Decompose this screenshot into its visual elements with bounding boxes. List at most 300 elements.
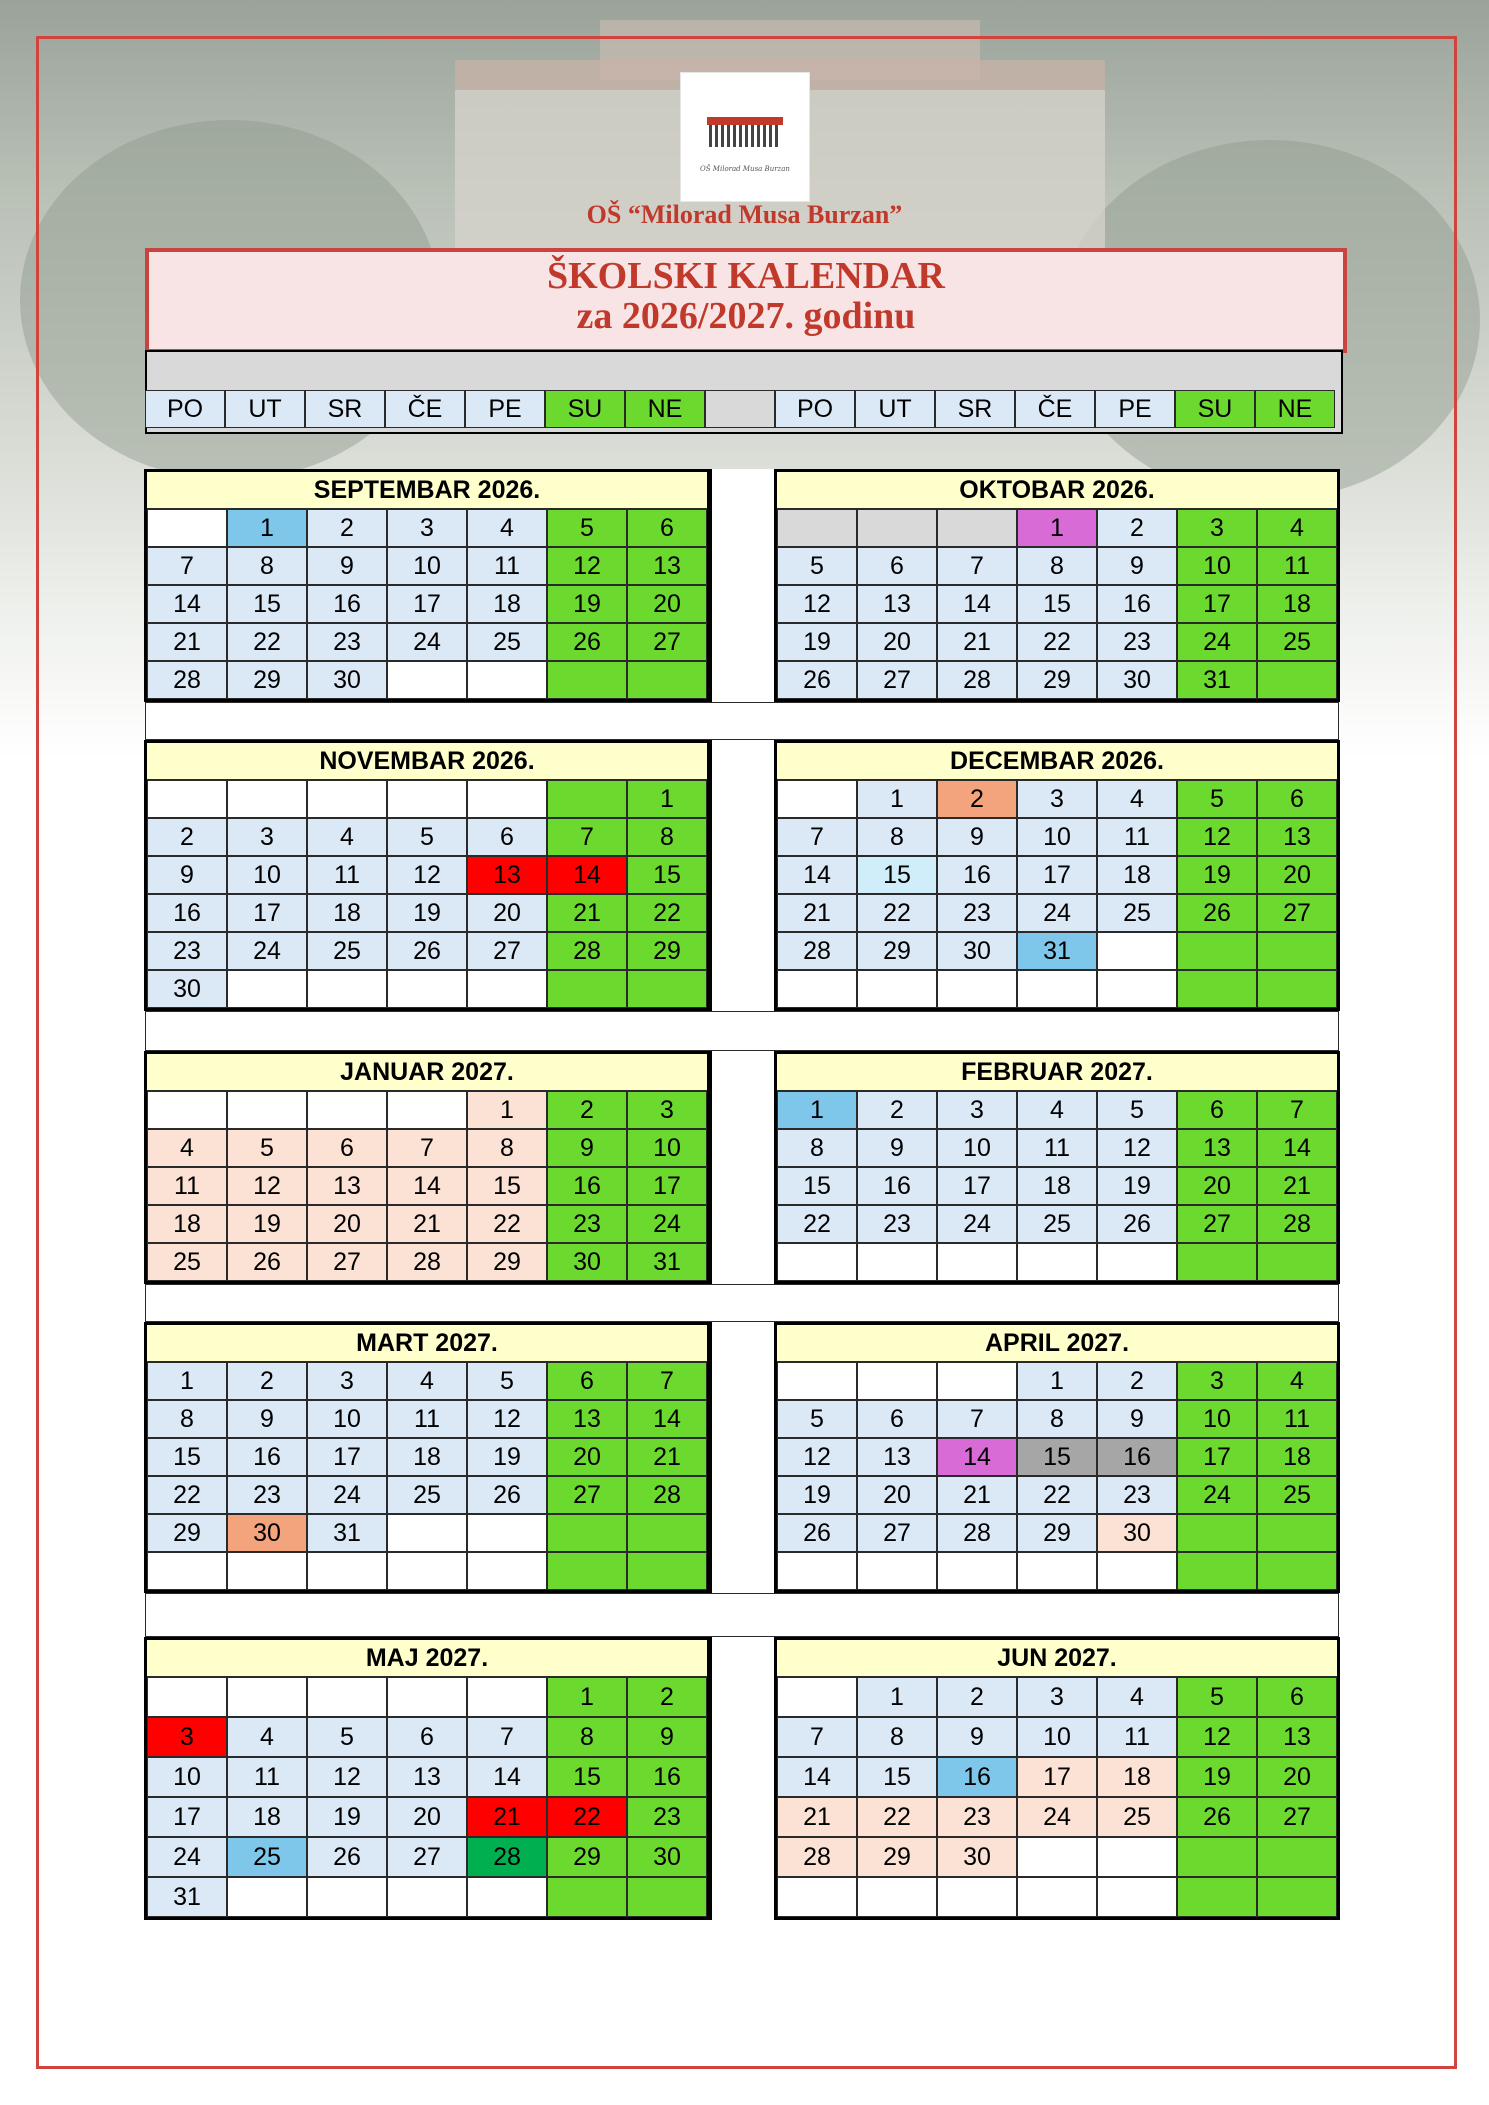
day-cell: 7 [467, 1717, 547, 1757]
day-cell: 17 [937, 1167, 1017, 1205]
empty-day-cell [307, 1552, 387, 1590]
day-cell: 24 [147, 1837, 227, 1877]
empty-day-cell [777, 1877, 857, 1917]
day-cell: 27 [1257, 1797, 1337, 1837]
day-cell: 23 [937, 1797, 1017, 1837]
day-cell: 2 [147, 818, 227, 856]
day-cell: 31 [1177, 661, 1257, 699]
weekday-header-pe: PE [465, 390, 545, 428]
day-cell: 1 [777, 1091, 857, 1129]
logo-building-icon [709, 125, 781, 147]
day-cell: 16 [627, 1757, 707, 1797]
day-cell: 11 [307, 856, 387, 894]
empty-day-cell [627, 970, 707, 1008]
day-cell: 4 [307, 818, 387, 856]
day-cell: 31 [147, 1877, 227, 1917]
empty-day-cell [1097, 1877, 1177, 1917]
day-cell: 25 [227, 1837, 307, 1877]
day-cell: 20 [467, 894, 547, 932]
day-cell: 5 [307, 1717, 387, 1757]
day-cell: 29 [1017, 1514, 1097, 1552]
empty-day-cell [627, 1877, 707, 1917]
day-cell: 23 [1097, 1476, 1177, 1514]
empty-day-cell [147, 1552, 227, 1590]
weekday-header-su: SU [545, 390, 625, 428]
empty-day-cell [937, 1877, 1017, 1917]
empty-day-cell [777, 1552, 857, 1590]
page-subtitle: za 2026/2027. godinu [576, 295, 916, 337]
day-cell: 13 [1257, 818, 1337, 856]
day-cell: 5 [227, 1129, 307, 1167]
empty-day-cell [777, 970, 857, 1008]
day-cell: 14 [467, 1757, 547, 1797]
day-cell: 7 [387, 1129, 467, 1167]
day-cell: 13 [627, 547, 707, 585]
empty-day-cell [547, 661, 627, 699]
empty-day-cell [937, 509, 1017, 547]
month-mart [144, 1322, 710, 1593]
day-cell: 18 [147, 1205, 227, 1243]
empty-day-cell [547, 970, 627, 1008]
month-januar [144, 1051, 710, 1284]
empty-day-cell [857, 1243, 937, 1281]
day-cell: 29 [227, 661, 307, 699]
day-cell: 7 [627, 1362, 707, 1400]
day-cell: 27 [1257, 894, 1337, 932]
day-cell: 11 [1257, 1400, 1337, 1438]
day-cell: 2 [227, 1362, 307, 1400]
empty-day-cell [857, 970, 937, 1008]
empty-day-cell [1097, 970, 1177, 1008]
day-cell: 28 [147, 661, 227, 699]
day-cell: 16 [1097, 585, 1177, 623]
empty-day-cell [937, 1243, 1017, 1281]
day-cell: 6 [857, 1400, 937, 1438]
day-cell: 8 [777, 1129, 857, 1167]
day-cell: 23 [147, 932, 227, 970]
empty-day-cell [147, 780, 227, 818]
month-oktobar [774, 469, 1340, 702]
day-cell: 2 [307, 509, 387, 547]
day-cell: 19 [1177, 856, 1257, 894]
day-cell: 10 [1017, 1717, 1097, 1757]
day-cell: 28 [777, 1837, 857, 1877]
day-cell: 28 [547, 932, 627, 970]
day-cell: 14 [547, 856, 627, 894]
day-cell: 18 [1257, 585, 1337, 623]
day-cell: 1 [227, 509, 307, 547]
empty-day-cell [1257, 1837, 1337, 1877]
day-cell: 9 [547, 1129, 627, 1167]
title-box [145, 248, 1347, 353]
day-cell: 28 [937, 1514, 1017, 1552]
day-cell: 16 [547, 1167, 627, 1205]
day-cell: 12 [227, 1167, 307, 1205]
day-cell: 28 [627, 1476, 707, 1514]
day-cell: 24 [1177, 1476, 1257, 1514]
month-novembar [144, 740, 710, 1011]
day-cell: 2 [937, 1677, 1017, 1717]
day-cell: 3 [1177, 1362, 1257, 1400]
day-cell: 11 [227, 1757, 307, 1797]
weekday-header-ut: UT [855, 390, 935, 428]
empty-day-cell [1017, 1837, 1097, 1877]
day-cell: 3 [937, 1091, 1017, 1129]
day-cell: 20 [387, 1797, 467, 1837]
empty-day-cell [147, 1677, 227, 1717]
day-cell: 11 [147, 1167, 227, 1205]
day-cell: 15 [857, 856, 937, 894]
day-cell: 4 [147, 1129, 227, 1167]
day-cell: 11 [1017, 1129, 1097, 1167]
day-cell: 7 [547, 818, 627, 856]
day-cell: 4 [1097, 780, 1177, 818]
day-cell: 30 [227, 1514, 307, 1552]
month-maj [144, 1637, 710, 1920]
day-cell: 4 [387, 1362, 467, 1400]
day-cell: 26 [1177, 1797, 1257, 1837]
empty-day-cell [777, 1243, 857, 1281]
day-cell: 11 [467, 547, 547, 585]
day-cell: 6 [1257, 780, 1337, 818]
empty-day-cell [1257, 932, 1337, 970]
day-cell: 25 [147, 1243, 227, 1281]
day-cell: 1 [547, 1677, 627, 1717]
day-cell: 9 [307, 547, 387, 585]
empty-day-cell [1177, 970, 1257, 1008]
empty-day-cell [777, 1677, 857, 1717]
day-cell: 23 [1097, 623, 1177, 661]
day-cell: 26 [777, 1514, 857, 1552]
empty-day-cell [227, 970, 307, 1008]
day-cell: 10 [227, 856, 307, 894]
day-cell: 21 [467, 1797, 547, 1837]
day-cell: 14 [937, 585, 1017, 623]
empty-day-cell [227, 1877, 307, 1917]
day-cell: 26 [1177, 894, 1257, 932]
day-cell: 22 [227, 623, 307, 661]
weekday-header-ne: NE [1255, 390, 1335, 428]
day-cell: 10 [307, 1400, 387, 1438]
day-cell: 23 [937, 894, 1017, 932]
empty-day-cell [857, 1877, 937, 1917]
day-cell: 17 [227, 894, 307, 932]
empty-day-cell [777, 780, 857, 818]
month-title: FEBRUAR 2027. [777, 1054, 1337, 1091]
day-cell: 7 [777, 1717, 857, 1757]
day-cell: 18 [227, 1797, 307, 1837]
day-cell: 21 [777, 894, 857, 932]
day-cell: 19 [307, 1797, 387, 1837]
day-cell: 12 [1177, 818, 1257, 856]
day-cell: 3 [307, 1362, 387, 1400]
day-cell: 30 [1097, 1514, 1177, 1552]
day-cell: 15 [857, 1757, 937, 1797]
empty-day-cell [467, 1514, 547, 1552]
day-cell: 1 [147, 1362, 227, 1400]
day-cell: 16 [147, 894, 227, 932]
day-cell: 18 [1017, 1167, 1097, 1205]
day-cell: 21 [937, 1476, 1017, 1514]
empty-day-cell [387, 970, 467, 1008]
empty-day-cell [1017, 1877, 1097, 1917]
day-cell: 6 [1257, 1677, 1337, 1717]
day-cell: 18 [467, 585, 547, 623]
day-cell: 15 [467, 1167, 547, 1205]
day-cell: 14 [147, 585, 227, 623]
day-cell: 16 [227, 1438, 307, 1476]
day-cell: 19 [547, 585, 627, 623]
day-cell: 10 [937, 1129, 1017, 1167]
day-cell: 8 [857, 1717, 937, 1757]
empty-day-cell [467, 1677, 547, 1717]
day-cell: 1 [857, 1677, 937, 1717]
day-cell: 15 [1017, 585, 1097, 623]
school-logo [680, 72, 810, 202]
empty-day-cell [1257, 1514, 1337, 1552]
day-cell: 21 [937, 623, 1017, 661]
day-cell: 19 [777, 623, 857, 661]
empty-day-cell [467, 1552, 547, 1590]
empty-day-cell [307, 1677, 387, 1717]
day-cell: 19 [387, 894, 467, 932]
day-cell: 24 [1177, 623, 1257, 661]
month-column-spacer [710, 1051, 777, 1284]
day-cell: 19 [467, 1438, 547, 1476]
day-cell: 28 [777, 932, 857, 970]
month-title: APRIL 2027. [777, 1325, 1337, 1362]
day-cell: 20 [1177, 1167, 1257, 1205]
empty-day-cell [467, 1877, 547, 1917]
empty-day-cell [627, 661, 707, 699]
day-cell: 27 [627, 623, 707, 661]
day-cell: 21 [387, 1205, 467, 1243]
day-cell: 8 [227, 547, 307, 585]
day-cell: 20 [627, 585, 707, 623]
day-cell: 12 [467, 1400, 547, 1438]
empty-day-cell [1017, 1243, 1097, 1281]
day-cell: 5 [467, 1362, 547, 1400]
weekday-header-ne: NE [625, 390, 705, 428]
day-cell: 10 [1017, 818, 1097, 856]
empty-day-cell [777, 1362, 857, 1400]
empty-day-cell [387, 1091, 467, 1129]
day-cell: 12 [547, 547, 627, 585]
month-title: DECEMBAR 2026. [777, 743, 1337, 780]
day-cell: 23 [227, 1476, 307, 1514]
day-cell: 2 [857, 1091, 937, 1129]
day-cell: 26 [387, 932, 467, 970]
day-cell: 23 [857, 1205, 937, 1243]
empty-day-cell [937, 1362, 1017, 1400]
day-cell: 29 [1017, 661, 1097, 699]
day-cell: 24 [387, 623, 467, 661]
day-cell: 11 [1097, 1717, 1177, 1757]
logo-caption: OŠ Milorad Musa Burzan [700, 165, 790, 173]
day-cell: 5 [387, 818, 467, 856]
day-cell: 15 [547, 1757, 627, 1797]
day-cell: 29 [147, 1514, 227, 1552]
day-cell: 27 [857, 661, 937, 699]
day-cell: 24 [1017, 894, 1097, 932]
day-cell: 27 [857, 1514, 937, 1552]
day-cell: 16 [857, 1167, 937, 1205]
empty-day-cell [1257, 1552, 1337, 1590]
day-cell: 25 [1257, 1476, 1337, 1514]
empty-day-cell [467, 970, 547, 1008]
month-column-spacer [710, 1322, 777, 1593]
day-cell: 18 [1257, 1438, 1337, 1476]
day-cell: 30 [147, 970, 227, 1008]
day-cell: 3 [1177, 509, 1257, 547]
day-cell: 6 [857, 547, 937, 585]
day-cell: 27 [307, 1243, 387, 1281]
day-cell: 20 [1257, 856, 1337, 894]
day-cell: 6 [307, 1129, 387, 1167]
day-cell: 17 [147, 1797, 227, 1837]
month-title: NOVEMBAR 2026. [147, 743, 707, 780]
day-cell: 2 [937, 780, 1017, 818]
empty-day-cell [307, 780, 387, 818]
day-cell: 15 [1017, 1438, 1097, 1476]
day-cell: 9 [147, 856, 227, 894]
empty-day-cell [1257, 970, 1337, 1008]
day-cell: 8 [627, 818, 707, 856]
empty-day-cell [147, 1091, 227, 1129]
day-cell: 24 [937, 1205, 1017, 1243]
day-cell: 29 [547, 1837, 627, 1877]
day-cell: 12 [387, 856, 467, 894]
day-cell: 30 [937, 1837, 1017, 1877]
empty-day-cell [227, 1091, 307, 1129]
day-cell: 26 [1097, 1205, 1177, 1243]
empty-day-cell [1177, 932, 1257, 970]
day-cell: 29 [857, 1837, 937, 1877]
weekday-header-sr: SR [935, 390, 1015, 428]
empty-day-cell [547, 1514, 627, 1552]
day-cell: 4 [1257, 1362, 1337, 1400]
day-cell: 7 [147, 547, 227, 585]
day-cell: 14 [1257, 1129, 1337, 1167]
empty-day-cell [307, 1091, 387, 1129]
day-cell: 17 [1177, 1438, 1257, 1476]
weekday-header-pe: PE [1095, 390, 1175, 428]
month-column-spacer [710, 740, 777, 1011]
day-cell: 9 [857, 1129, 937, 1167]
logo-roof-icon [707, 117, 783, 125]
day-cell: 26 [467, 1476, 547, 1514]
empty-day-cell [227, 780, 307, 818]
day-cell: 22 [467, 1205, 547, 1243]
school-name: OŠ “Milorad Musa Burzan” [586, 200, 903, 229]
empty-day-cell [1257, 1877, 1337, 1917]
day-cell: 19 [1177, 1757, 1257, 1797]
day-cell: 6 [387, 1717, 467, 1757]
day-cell: 6 [627, 509, 707, 547]
empty-day-cell [857, 1362, 937, 1400]
empty-day-cell [1097, 932, 1177, 970]
empty-day-cell [1097, 1243, 1177, 1281]
day-cell: 24 [1017, 1797, 1097, 1837]
day-cell: 9 [1097, 1400, 1177, 1438]
day-cell: 7 [937, 1400, 1017, 1438]
day-cell: 31 [1017, 932, 1097, 970]
day-cell: 23 [307, 623, 387, 661]
day-cell: 31 [627, 1243, 707, 1281]
day-cell: 15 [147, 1438, 227, 1476]
day-cell: 23 [547, 1205, 627, 1243]
day-cell: 24 [627, 1205, 707, 1243]
weekday-header-ut: UT [225, 390, 305, 428]
day-cell: 22 [547, 1797, 627, 1837]
day-cell: 10 [147, 1757, 227, 1797]
day-cell: 31 [307, 1514, 387, 1552]
day-cell: 30 [937, 932, 1017, 970]
day-cell: 3 [227, 818, 307, 856]
day-cell: 13 [857, 585, 937, 623]
day-cell: 3 [1017, 780, 1097, 818]
day-cell: 17 [387, 585, 467, 623]
empty-day-cell [857, 509, 937, 547]
day-cell: 5 [547, 509, 627, 547]
day-cell: 17 [627, 1167, 707, 1205]
day-cell: 4 [1257, 509, 1337, 547]
day-cell: 21 [1257, 1167, 1337, 1205]
month-column-spacer [710, 469, 777, 702]
day-cell: 9 [227, 1400, 307, 1438]
day-cell: 8 [1017, 1400, 1097, 1438]
day-cell: 23 [627, 1797, 707, 1837]
empty-day-cell [387, 661, 467, 699]
day-cell: 1 [1017, 509, 1097, 547]
day-cell: 10 [387, 547, 467, 585]
day-cell: 20 [547, 1438, 627, 1476]
day-cell: 5 [777, 547, 857, 585]
weekday-header-po: PO [145, 390, 225, 428]
weekday-header-sr: SR [305, 390, 385, 428]
day-cell: 5 [1097, 1091, 1177, 1129]
month-jun [774, 1637, 1340, 1920]
month-title: JANUAR 2027. [147, 1054, 707, 1091]
day-cell: 25 [467, 623, 547, 661]
day-cell: 19 [1097, 1167, 1177, 1205]
day-cell: 2 [1097, 1362, 1177, 1400]
day-cell: 8 [147, 1400, 227, 1438]
day-cell: 12 [1097, 1129, 1177, 1167]
day-cell: 4 [1017, 1091, 1097, 1129]
day-cell: 28 [387, 1243, 467, 1281]
day-cell: 13 [387, 1757, 467, 1797]
day-cell: 30 [307, 661, 387, 699]
day-cell: 14 [937, 1438, 1017, 1476]
day-cell: 20 [857, 1476, 937, 1514]
day-cell: 5 [777, 1400, 857, 1438]
day-cell: 25 [1017, 1205, 1097, 1243]
day-cell: 25 [307, 932, 387, 970]
day-cell: 11 [387, 1400, 467, 1438]
empty-day-cell [1017, 970, 1097, 1008]
day-cell: 25 [387, 1476, 467, 1514]
empty-day-cell [1097, 1552, 1177, 1590]
day-cell: 15 [227, 585, 307, 623]
day-cell: 8 [1017, 547, 1097, 585]
day-cell: 14 [777, 1757, 857, 1797]
empty-day-cell [1257, 1243, 1337, 1281]
day-cell: 12 [777, 585, 857, 623]
day-cell: 18 [387, 1438, 467, 1476]
day-cell: 1 [467, 1091, 547, 1129]
empty-day-cell [1177, 1877, 1257, 1917]
